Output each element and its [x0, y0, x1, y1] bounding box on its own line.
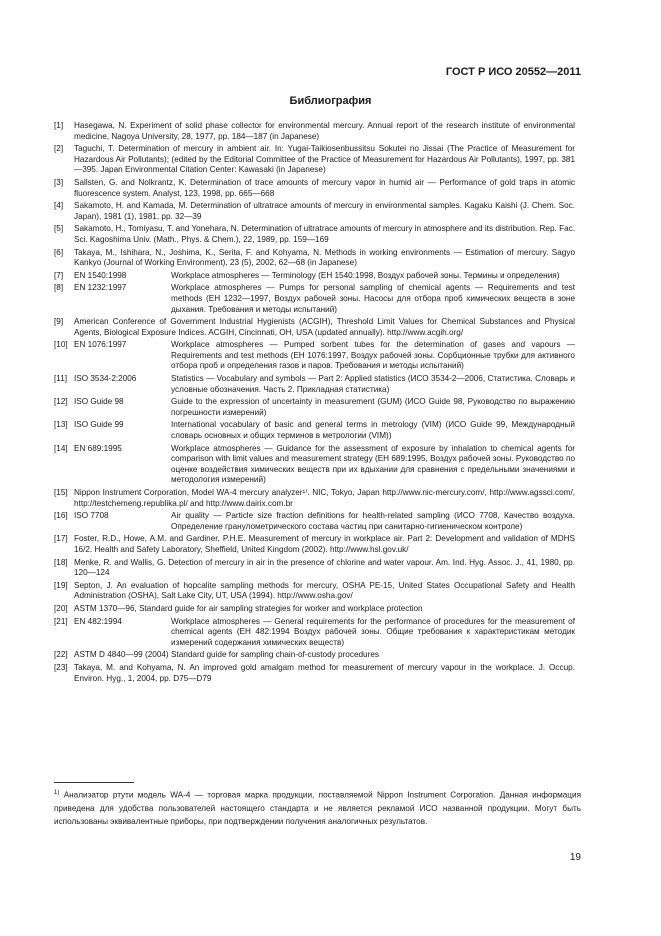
- reference-text: Workplace atmospheres — General requirements for the performance of procedures for the measurement of chemical agents (ЕН 482:1994 Воздух рабочей зоны. Общие требования к характеристикам методик измерений содержания химических веществ): [171, 616, 575, 647]
- reference-text: Foster, R.D., Howe, A.M. and Gardiner, P.H.E. Measurement of mercury in workplace air. Part 2: Development and validation of MDHS 16/2. Health and Safety Laboratory, Sheffield, United Kingdom (2002). http://www.hsl.gov.uk/: [74, 534, 575, 554]
- reference-number: [2]: [54, 144, 64, 154]
- reference-text: Workplace atmospheres — Guidance for the assessment of exposure by inhalation to chemical agents for comparison with limit values and measurement strategy (ЕН 689:1995, Воздух рабочей зоны. Руководство по оценке воздействия химических веществ при их вдыхании для сравнения с предельными значениями и методология измерений): [171, 443, 575, 485]
- reference-number: [14]: [54, 443, 68, 453]
- reference-item: [54, 340, 575, 372]
- reference-text: Sakamoto, H. and Kamada, M. Determination of ultratrace amounts of mercury in environmental samples. Kagaku Kaishi (J. Chem. Soc. Japan), 1981 (1), 1981, pp. 32—39: [74, 201, 575, 221]
- reference-item: [54, 511, 575, 532]
- reference-number: [20]: [54, 603, 68, 613]
- reference-item: [54, 650, 575, 661]
- reference-number: [13]: [54, 420, 68, 430]
- reference-text: Takaya, M., Ishihara, N., Joshima, K., Serita, F. and Kohyama, N. Methods in working environments — Estimation of mercury. Sagyo Kankyo (Journal of Working Environment), 23 (5), 2002, 62—68 (in Japanese): [74, 247, 575, 268]
- reference-code: ISO Guide 99: [74, 420, 124, 430]
- reference-number: [18]: [54, 557, 68, 567]
- page-title: Библиография: [289, 95, 372, 107]
- reference-code: ISO 3534-2:2006: [74, 374, 137, 384]
- reference-code: EN 689:1995: [74, 443, 122, 453]
- reference-item: [54, 420, 575, 441]
- reference-number: [6]: [54, 247, 64, 257]
- page-number: 19: [569, 852, 581, 863]
- reference-text: Workplace atmospheres — Pumped sorbent tubes for the determination of gases and vapours — Requirements and test methods (ЕН 1076:1997, Воздух рабочей зоны. Сорбционные трубки для активного отбора проб и определения газов и паров. Требования и методы испытаний): [171, 340, 575, 371]
- reference-text: Standard guide for sampling chain-of-custody procedures: [171, 650, 379, 660]
- reference-number: [7]: [54, 270, 64, 280]
- reference-number: [22]: [54, 650, 68, 660]
- reference-item: [54, 663, 575, 684]
- reference-item: [54, 488, 575, 509]
- reference-text: Taguchi, T. Determination of mercury in ambient air. In: Yugai-Taikiosenbussitsu Sokutei no Jissai (The Practice of Measurement for Hazardous Air Pollutants); (edited by the Editorial Committee of the Practice of Measurement for Hazardous Air Pollutants), 1997, pp. 381—395. Japan Environmental Citation Center: Kawasaki (in Japanese): [74, 144, 575, 175]
- reference-code: EN 1540:1998: [74, 270, 127, 280]
- reference-number: [11]: [54, 374, 68, 384]
- reference-text: Hasegawa, N. Experiment of solid phase collector for environmental mercury. Annual report of the research institute of environmental medicine, Nagoya University, 28, 1977, pp. 184—187 (in Japanese): [74, 121, 575, 141]
- reference-number: [4]: [54, 201, 64, 211]
- reference-number: [1]: [54, 121, 64, 130]
- reference-text: Sakamoto, H., Tomiyasu, T. and Yonehara, N. Determination of ultratrace amounts of mercury in atmosphere and its distribution. Rep. Fac. Sci. Kagoshima Univ. (Math., Phys. & Chem.), 22, 1989, pp. 159—169: [74, 224, 575, 244]
- reference-text: American Conference of Government Industrial Hygienists (ACGIH), Threshold Limit Values for Chemical Substances and Physical Agents, Biological Exposure Indices. ACGIH, Cincinnati, OH, USA (updated annually). http://www.acgih.org/: [74, 317, 575, 337]
- reference-item: [54, 121, 575, 142]
- reference-text: Air quality — Particle size fraction definitions for health-related sampling (ИСО 7708, Качество воздуха. Определение гранулометрического состава частиц при санитарно-гигиеническом контроле): [171, 511, 575, 531]
- reference-code: EN 482:1994: [74, 616, 122, 626]
- reference-code: ISO Guide 98: [74, 397, 124, 407]
- reference-text: Sallsten, G. and Nolkrantz, K. Determination of trace amounts of mercury vapor in humid air — Performance of gold traps in atomic fluorescence system. Analyst, 123, 1998, pp. 665—668: [74, 177, 575, 198]
- reference-item: [54, 201, 575, 222]
- reference-item: [54, 397, 575, 418]
- reference-item: [54, 178, 575, 199]
- reference-code: EN 1232:1997: [74, 283, 127, 293]
- reference-text: Nippon Instrument Corporation, Model WA-4 mercury analyzer¹⁾. NIC, Tokyo, Japan http://www.nic-mercury.com/, http://www.agssci.com/, http://testchemeng.republika.pl/ and http://www.dairix.com.br: [74, 488, 575, 508]
- footnote: [54, 787, 581, 828]
- reference-item: [54, 444, 575, 486]
- footnote-divider: [54, 782, 134, 783]
- reference-text: Guide to the expression of uncertainty in measurement (GUM) (ИСО Guide 98, Руководство по выражению погрешности измерений): [171, 397, 575, 417]
- reference-item: [54, 534, 575, 555]
- reference-item: [54, 271, 575, 282]
- reference-number: [9]: [54, 317, 64, 327]
- standard-designation: ГОСТ Р ИСО 20552—2011: [445, 66, 581, 78]
- reference-text: Statistics — Vocabulary and symbols — Part 2: Applied statistics (ИСО 3534-2—2006, Статистика. Словарь и условные обозначения. Часть 2. Прикладная статистика): [171, 374, 575, 394]
- reference-number: [21]: [54, 616, 68, 626]
- reference-text: Menke, R. and Wallis, G. Detection of mercury in air in the presence of chlorine and water vapour. Am. Ind. Hyg. Assoc. J., 41, 1980, pp. 120—124: [74, 557, 575, 578]
- reference-number: [5]: [54, 224, 64, 234]
- reference-item: [54, 144, 575, 176]
- bibliography-list: [54, 121, 575, 686]
- reference-text: International vocabulary of basic and general terms in metrology (VIM) (ИСО Guide 99, Международный словарь основных и общих терминов в метрологии (VIM)): [171, 420, 575, 441]
- reference-number: [19]: [54, 580, 68, 590]
- reference-item: [54, 374, 575, 395]
- reference-number: [12]: [54, 397, 68, 407]
- reference-code: ASTM D 4840—99 (2004): [74, 650, 169, 660]
- footnote-marker: 1): [54, 790, 60, 796]
- reference-number: [16]: [54, 511, 68, 521]
- reference-item: [54, 558, 575, 579]
- reference-item: [54, 224, 575, 245]
- reference-text: Workplace atmospheres — Pumps for personal sampling of chemical agents — Requirements and test methods (ЕН 1232—1997, Воздух рабочей зоны. Насосы для отбора проб химических веществ в зоне дыхания. Требования и методы испытаний): [171, 283, 575, 314]
- reference-code: ISO 7708: [74, 511, 109, 521]
- reference-number: [23]: [54, 662, 68, 672]
- reference-code: EN 1076:1997: [74, 340, 127, 350]
- reference-number: [8]: [54, 283, 64, 293]
- reference-number: [17]: [54, 534, 68, 544]
- reference-item: [54, 317, 575, 338]
- reference-number: [3]: [54, 177, 64, 187]
- reference-item: [54, 248, 575, 269]
- reference-item: [54, 617, 575, 649]
- footnote-text: Анализатор ртути модель WA-4 — торговая марка продукции, поставляемой Nippon Instrument Corporation. Данная информация приведена для удобства пользователей настоящего стандарта и не является рекламой ИСО названной продукции. Могут быть использованы эквивалентные приборы, при подтверждении получения аналогичных результатов.: [54, 790, 582, 826]
- reference-item: [54, 604, 575, 615]
- reference-text: ASTM 1370—96, Standard guide for air sampling strategies for worker and workplace protection: [74, 603, 423, 613]
- reference-item: [54, 581, 575, 602]
- reference-text: Septon, J. An evaluation of hopcalite sampling methods for mercury, OSHA PE-15, United States Occupational Safety and Health Administration (OSHA), Salt Lake City, UT, USA (1994). http://www.osha.gov/: [74, 580, 575, 601]
- reference-text: Takaya, M. and Kohyama, N. An improved gold amalgam method for measurement of mercury vapour in the workplace. J. Occup. Environ. Hyg., 1, 2004, pp. D75—D79: [74, 662, 575, 683]
- reference-number: [10]: [54, 340, 68, 350]
- reference-number: [15]: [54, 488, 68, 497]
- reference-text: Workplace atmospheres — Terminology (ЕН 1540:1998, Воздух рабочей зоны. Термины и определения): [171, 270, 560, 280]
- reference-item: [54, 283, 575, 315]
